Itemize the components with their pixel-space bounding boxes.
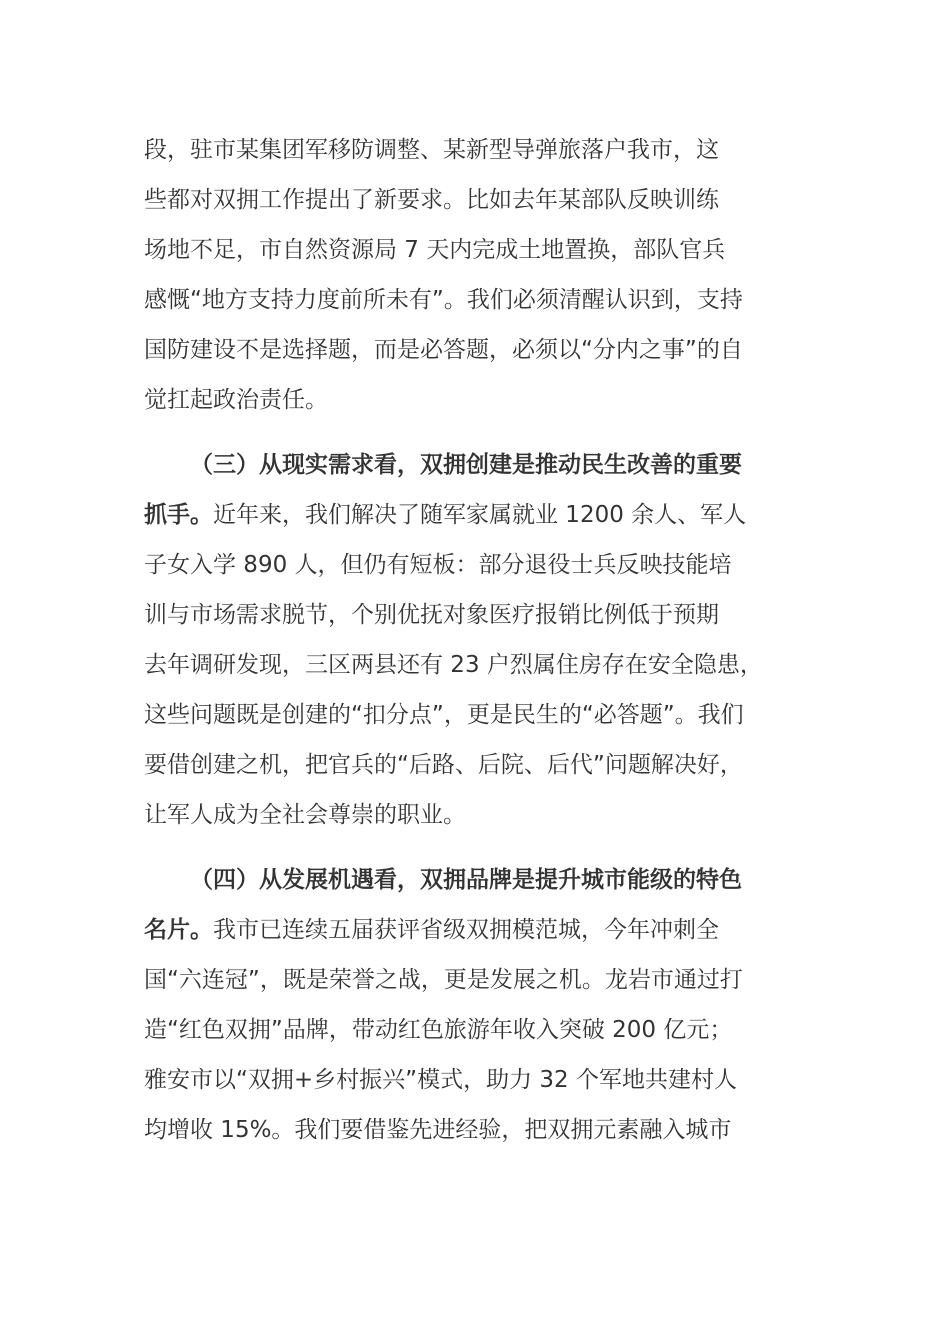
paragraph-text: 我市已连续五届获评省级双拥模范城，今年冲刺全 bbox=[213, 917, 719, 943]
paragraph-line: 场地不足，市自然资源局 7 天内完成土地置换，部队官兵 bbox=[144, 237, 726, 263]
paragraph-spacing bbox=[144, 425, 809, 440]
paragraph-line bbox=[144, 490, 809, 540]
section-heading-end: 抓手。 bbox=[144, 502, 213, 528]
paragraph-line: 些都对双拥工作提出了新要求。比如去年某部队反映训练 bbox=[144, 187, 719, 213]
section-heading: （四）从发展机遇看，双拥品牌是提升城市能级的特色 bbox=[190, 867, 742, 893]
paragraph-line: 段，驻市某集团军移防调整、某新型导弹旅落户我市，这 bbox=[144, 137, 719, 163]
paragraph-line: 要借创建之机，把官兵的“后路、后院、后代”问题解决好， bbox=[144, 752, 743, 778]
paragraph-line: 雅安市以“双拥+乡村振兴”模式，助力 32 个军地共建村人 bbox=[144, 1067, 737, 1093]
paragraph-line: 造“红色双拥”品牌，带动红色旅游年收入突破 200 亿元； bbox=[144, 1017, 733, 1043]
paragraph-line: 均增收 15%。我们要借鉴先进经验，把双拥元素融入城市 bbox=[144, 1117, 732, 1143]
paragraph-line: 子女入学 890 人，但仍有短板：部分退役士兵反映技能培 bbox=[144, 552, 732, 578]
paragraph-line: 这些问题既是创建的“扣分点”，更是民生的“必答题”。我们 bbox=[144, 702, 744, 728]
paragraph-text: 近年来，我们解决了随军家属就业 1200 余人、军人 bbox=[213, 502, 747, 528]
paragraph-line: 去年调研发现，三区两县还有 23 户烈属住房存在安全隐患， bbox=[144, 652, 763, 678]
paragraph-1 bbox=[144, 125, 809, 425]
paragraph-line: 让军人成为全社会尊崇的职业。 bbox=[144, 802, 466, 828]
paragraph-2 bbox=[144, 440, 809, 840]
paragraph-line: 感慨“地方支持力度前所未有”。我们必须清醒认识到，支持 bbox=[144, 287, 743, 313]
document-page bbox=[144, 125, 809, 1155]
paragraph-3 bbox=[144, 855, 809, 1155]
paragraph-line: 国“六连冠”，既是荣誉之战，更是发展之机。龙岩市通过打 bbox=[144, 967, 743, 993]
section-heading: （三）从现实需求看，双拥创建是推动民生改善的重要 bbox=[190, 452, 742, 478]
paragraph-spacing bbox=[144, 840, 809, 855]
section-heading-end: 名片。 bbox=[144, 917, 213, 943]
paragraph-line: 训与市场需求脱节，个别优抚对象医疗报销比例低于预期 bbox=[144, 602, 719, 628]
paragraph-line bbox=[144, 905, 809, 955]
paragraph-line: 觉扛起政治责任。 bbox=[144, 387, 328, 413]
paragraph-line: 国防建设不是选择题，而是必答题，必须以“分内之事”的自 bbox=[144, 337, 743, 363]
